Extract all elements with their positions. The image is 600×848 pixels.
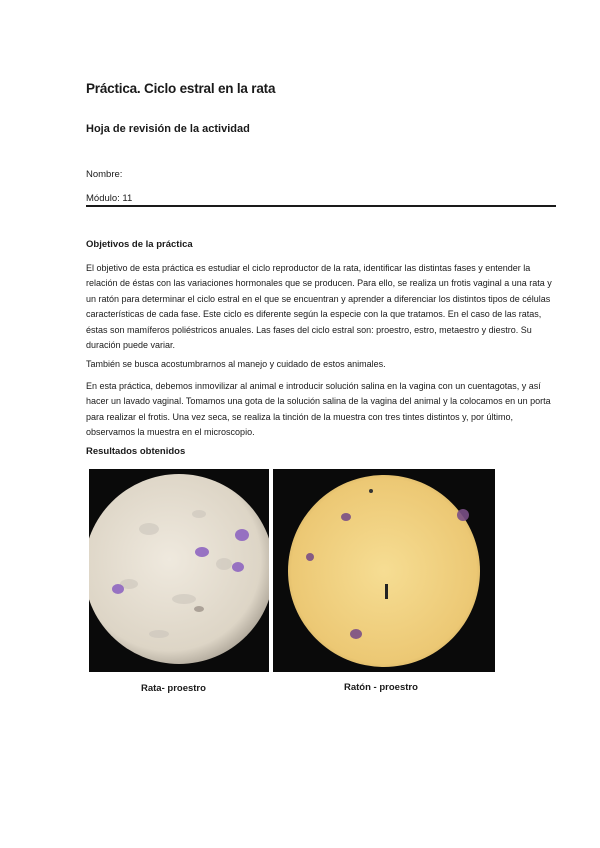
- rat-smear-image: [89, 469, 269, 672]
- results-heading: Resultados obtenidos: [86, 446, 186, 457]
- module-field-label: Módulo: 11: [86, 193, 133, 204]
- rat-image-caption: Rata- proestro: [141, 683, 206, 694]
- mouse-image-caption: Ratón - proestro: [344, 682, 418, 693]
- objectives-paragraph-2: También se busca acostumbrarnos al manejo y cuidado de estos animales.: [86, 359, 386, 369]
- objectives-heading: Objetivos de la práctica: [86, 239, 193, 250]
- page-title: Práctica. Ciclo estral en la rata: [86, 81, 276, 96]
- mouse-smear-image: [273, 469, 495, 672]
- objectives-paragraph-1: El objetivo de esta práctica es estudiar el ciclo reproductor de la rata, identificar las distintas fases y entender la relación de éstas con las variaciones hormonales que se producen. Para ello, se realiza un frotis vaginal a una rata y un ratón para determinar el ciclo estral en el que se encuentran y aprender a diferenciar los distintos tipos de células características de cada fase. Este ciclo es diferente según la especie con la que tratamos. En el caso de las ratas, éstas son mamíferos poliéstricos anuales. Las fases del ciclo estral son: proestro, estro, metaestro y diestro. Su duración puede variar.: [86, 263, 552, 351]
- name-field-label: Nombre:: [86, 169, 123, 180]
- objectives-paragraph-3: En esta práctica, debemos inmovilizar al animal e introducir solución salina en la vagina con un cuentagotas, y así hacer un lavado vaginal. Tomamos una gota de la solución salina de la vagina del animal y la colocamos en un porta para realizar el frotis. Una vez seca, se realiza la tinción de la muestra con tres tintes distintos y, por último, observamos la muestra en el microscopio.: [86, 381, 551, 438]
- page-subtitle: Hoja de revisión de la actividad: [86, 123, 250, 135]
- header-divider: [86, 205, 556, 207]
